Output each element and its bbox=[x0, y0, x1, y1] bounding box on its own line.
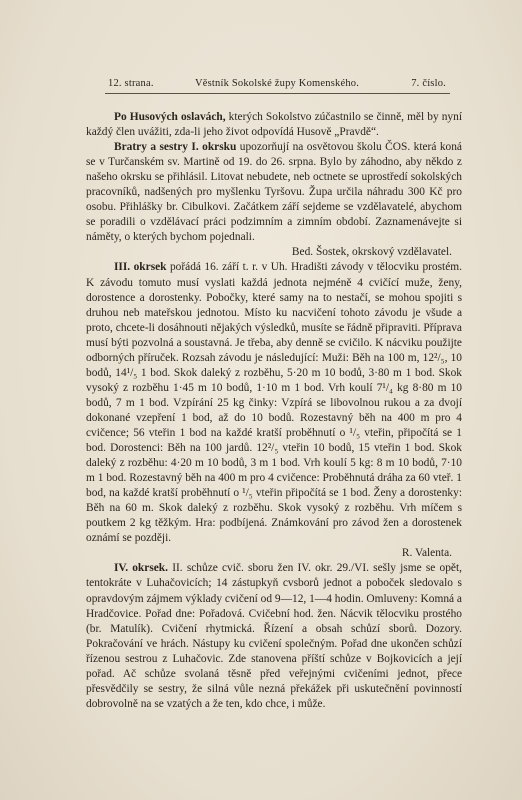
paragraph-okrsek-1-lead: Bratry a sestry I. okrsku bbox=[114, 141, 237, 154]
paragraph-okrsek-1-text: upozorňují na osvětovou školu ČOS. která koná se v Turčanském sv. Martině od 19. do 26. srpna. Bylo by záhodno, aby někdo z našeho okrsku se přihlásil. Litovat nebudete, neb octnete se uprostředí sokolských pracovníků, nadšených pro myšlenku Tyršovu. Župa určila náhradu 300 Kč pro osobu. Přihlášky br. Cibulkovi. Začátkem září sejdeme se vzdělavatelé, abychom se poradili o vzdělávací práci podzimním a zimním období. Zaznamenávejte si náměty, o kterých bychom pojednali. bbox=[86, 141, 462, 244]
paragraph-hus bbox=[86, 110, 462, 140]
signature-valenta: R. Valenta. bbox=[401, 547, 452, 560]
page-number: 12. strana. bbox=[108, 78, 154, 89]
paragraph-okrsek-4-lead: IV. okrsek. bbox=[114, 562, 168, 575]
paragraph-okrsek-3-text: pořádá 16. září t. r. v Uh. Hradišti závody v tělocviku prostém. K závodu tomuto musí vyslati každá jednota nejméně 4 cvičící muže, ženy, dorostence a dorostenky. Pobočky, které samy na to nestačí, se mohou spojiti s druhou neb mateřskou jednotou. Místo ku nacvičení tohoto závodu je všude a proto, chcete-li dosáhnouti nějakých výsledků, musíte se řádně připraviti. Příprava musí býti pozvolná a soustavná. Je třeba, aby denně se cvičilo. K nácviku použijte odborných příruček. Rozsah závodu je následující: Muži: Běh na 100 m, 12²/₅, 10 bodů, 14¹/₅ 1 bod. Skok daleký z rozběhu, 5·20 m 10 bodů, 3·80 m 1 bod. Skok vysoký z rozběhu 1·45 m 10 bodů, 1·10 m 1 bod. Vrh koulí 7¹/₄ kg 8·80 m 10 bodů, 7 m 1 bod. Vzpírání 25 kg činky: Vzpírá se libovolnou rukou a za dvojí dokonané vzepření 1 bod, až do 10 bodů. Rozestavný běh na 400 m pro 4 cvičence; 56 vteřin 1 bod na každé kratší proběhnutí o ¹/₅ vteřin, připočítá se 1 bod. Dorostenci: Běh na 100 jardů. 12²/₅ vteřin 10 bodů, 15 vteřin 1 bod. Skok daleký z rozběhu: 4·20 m 10 bodů, 3 m 1 bod. Vrh koulí 5 kg: 8 m 10 bodů, 7·10 m 1 bod. Rozestavný běh na 400 m pro 4 cvičence: Proběhnutá dráha za 60 vteř. 1 bod, na každé kratší proběhnutí o ¹/₅ vteřin připočítá se 1 bod. Ženy a dorostenky: Běh na 60 m. Skok daleký z rozběhu. Skok vysoký z rozběhu. Vrh míčem s poutkem 2 kg těžkým. Hra: podbíjená. Známkování pro závod žen a dorostenek oznámí se později. bbox=[86, 261, 462, 545]
paragraph-hus-text: kterých Sokolstvo zúčastnilo se činně, měl by nyní každý člen uvážiti, zda-li jeho život odpovídá Husově „Pravdě“. bbox=[86, 111, 462, 139]
paragraph-okrsek-3 bbox=[86, 260, 462, 546]
paragraph-okrsek-3-lead: III. okrsek bbox=[114, 261, 167, 274]
journal-title: Věstník Sokolské župy Komenského. bbox=[194, 78, 360, 89]
header-rule bbox=[105, 93, 450, 94]
issue-number: 7. číslo. bbox=[411, 78, 446, 89]
signature-sostek: Bed. Šostek, okrskový vzdělavatel. bbox=[291, 246, 452, 259]
paragraph-okrsek-1 bbox=[86, 140, 462, 245]
paragraph-okrsek-4-text: II. schůze cvič. sboru žen IV. okr. 29./VI. sešly jsme se opět, tentokráte v Luhačovicích; 14 zástupkyň cvsborů jednot a poboček sledovalo s opravdovým zájmem výklady cvičení od 9—12, 1—4 hodin. Omluveny: Komná a Hradčovice. Pořad dne: Pořadová. Cvičební hod. žen. Nácvik tělocviku prostého (br. Matulík). Cvičení rhytmická. Řízení a obsah schůzí sborů. Dozory. Pokračování ve hrách. Nástupy ku cvičení společným. Pořad dne ukončen schůzí řízenou sestrou z Luhačovic. Zde stanovena příští schůze v Bojkovicích a její pořad. Ač schůze svolaná těsně před veřejnými cvičeními jednot, přece přesvědčily se sestry, že silná vůle nezná překážek při uskutečnění povinností dobrovolně na se vzatých a že ten, kdo chce, i může. bbox=[86, 562, 462, 710]
paragraph-okrsek-4 bbox=[86, 561, 462, 711]
paragraph-hus-lead: Po Husových oslavách, bbox=[114, 111, 226, 123]
article-body bbox=[86, 110, 462, 712]
